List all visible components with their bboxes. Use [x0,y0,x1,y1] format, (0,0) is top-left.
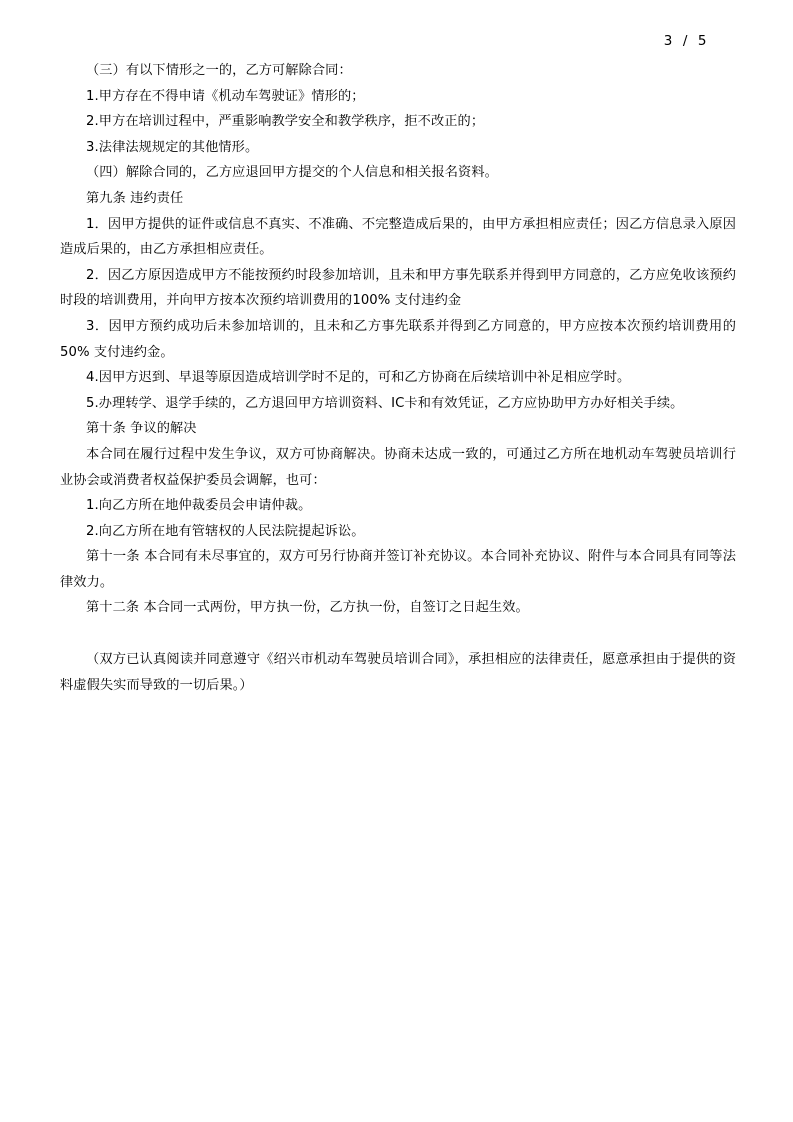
paragraph: 1．因甲方提供的证件或信息不真实、不准确、不完整造成后果的，由甲方承担相应责任；因乙方信息录入原因造成后果的，由乙方承担相应责任。 [60,216,736,258]
paragraph: 3．因甲方预约成功后未参加培训的，且未和乙方事先联系并得到乙方同意的，甲方应按本次预约培训费用的50% 支付违约金。 [60,318,736,360]
paragraph-spacer [60,621,736,647]
paragraph: 2．因乙方原因造成甲方不能按预约时段参加培训，且未和甲方事先联系并得到甲方同意的，乙方应免收该预约时段的培训费用，并向甲方按本次预约培训费用的100% 支付违约金 [60,267,736,309]
page-current: 3 [663,33,673,49]
document-body [60,58,736,698]
closing-statement: （双方已认真阅读并同意遵守《绍兴市机动车驾驶员培训合同》，承担相应的法律责任，愿意承担由于提供的资料虚假失实而导致的一切后果。） [60,652,736,693]
page-number-indicator [664,33,707,49]
paragraph: 1.甲方存在不得申请《机动车驾驶证》情形的； [86,88,365,104]
paragraph: 3.法律法规规定的其他情形。 [86,139,259,155]
paragraph: 第十二条 本合同一式两份，甲方执一份，乙方执一份，自签订之日起生效。 [86,600,529,616]
paragraph: 5.办理转学、退学手续的，乙方退回甲方培训资料、IC卡和有效凭证，乙方应协助甲方办好相关手续。 [86,395,684,411]
section-heading: 第十条 争议的解决 [86,421,197,437]
paragraph: 本合同在履行过程中发生争议，双方可协商解决。协商未达成一致的，可通过乙方所在地机动车驾驶员培训行业协会或消费者权益保护委员会调解，也可： [60,446,736,488]
paragraph: 1.向乙方所在地仲裁委员会申请仲裁。 [86,498,312,514]
page-total: 5 [697,33,707,49]
section-heading: 第九条 违约责任 [86,190,184,206]
paragraph: （四）解除合同的，乙方应退回甲方提交的个人信息和相关报名资料。 [86,165,498,181]
page-separator: / [682,33,688,49]
paragraph: （三）有以下情形之一的，乙方可解除合同： [86,63,352,78]
paragraph: 2.向乙方所在地有管辖权的人民法院提起诉讼。 [86,523,365,539]
paragraph: 2.甲方在培训过程中，严重影响教学安全和教学秩序，拒不改正的； [86,114,485,130]
paragraph: 第十一条 本合同有未尽事宜的，双方可另行协商并签订补充协议。本合同补充协议、附件与本合同具有同等法律效力。 [60,549,736,590]
paragraph: 4.因甲方迟到、早退等原因造成培训学时不足的，可和乙方协商在后续培训中补足相应学时。 [86,370,631,386]
